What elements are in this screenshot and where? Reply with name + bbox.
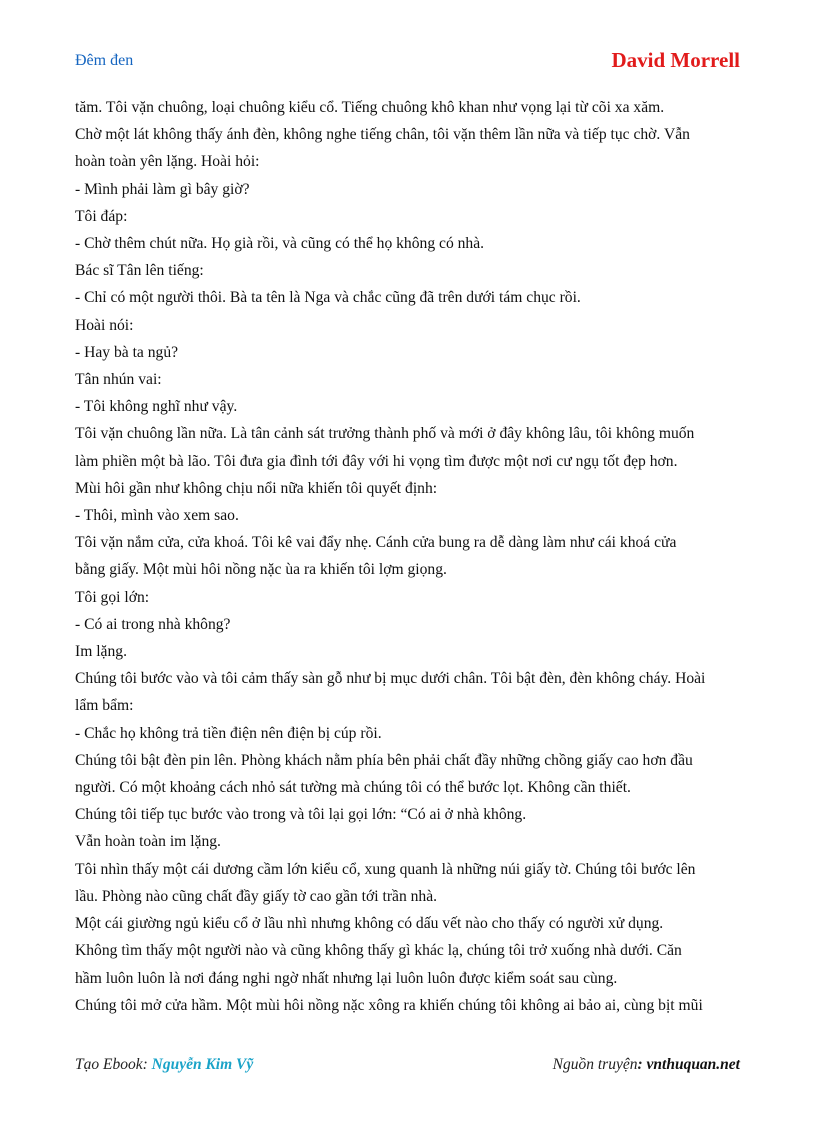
text-line: lẩm bẩm: xyxy=(75,697,134,715)
text-line: - Hay bà ta ngủ? xyxy=(75,343,179,361)
ebook-credit xyxy=(75,1056,253,1074)
text-line: Chúng tôi bật đèn pin lên. Phòng khách nằm phía bên phải chất đầy những chồng giấy cao hơn đầu xyxy=(75,751,693,769)
text-line: hầm luôn luôn là nơi đáng nghi ngờ nhất nhưng lại luôn luôn được kiểm soát sau cùng. xyxy=(75,969,618,987)
ebook-label: Tạo Ebook xyxy=(75,1056,143,1073)
text-line: - Thôi, mình vào xem sao. xyxy=(75,507,239,525)
source-site: vnthuquan.net xyxy=(646,1056,740,1073)
text-line: Im lặng. xyxy=(75,643,127,661)
text-line: lầu. Phòng nào cũng chất đầy giấy tờ cao gần tới trần nhà. xyxy=(75,887,438,905)
text-line: Mùi hôi gần như không chịu nổi nữa khiến tôi quyết định: xyxy=(75,479,438,497)
ebook-colon: : xyxy=(142,1056,148,1073)
story-body xyxy=(75,94,745,1019)
text-line: - Mình phải làm gì bây giờ? xyxy=(75,180,250,198)
text-line: Chúng tôi mở cửa hầm. Một mùi hôi nồng nặc xông ra khiến chúng tôi không ai bảo ai, cùng bịt mũi xyxy=(75,996,703,1014)
text-line: Hoài nói: xyxy=(75,316,134,334)
source-credit xyxy=(553,1056,740,1074)
text-line: Bác sĩ Tân lên tiếng: xyxy=(75,262,204,280)
text-line: Một cái giường ngủ kiểu cổ ở lầu nhì nhưng không có dấu vết nào cho thấy có người xử dụng. xyxy=(75,915,664,933)
text-line: người. Có một khoảng cách nhỏ sát tường mà chúng tôi có thể bước lọt. Không cần thiết. xyxy=(75,779,631,797)
text-line: tăm. Tôi vặn chuông, loại chuông kiểu cổ. Tiếng chuông khô khan như vọng lại từ cõi xa xăm. xyxy=(75,99,665,116)
source-colon: : xyxy=(637,1056,643,1073)
text-line: làm phiền một bà lão. Tôi đưa gia đình tới đây với hi vọng tìm được một nơi cư ngụ tốt đẹp hơn. xyxy=(75,452,678,470)
text-line: - Chắc họ không trả tiền điện nên điện bị cúp rồi. xyxy=(75,724,382,742)
text-line: Chúng tôi bước vào và tôi cảm thấy sàn gỗ như bị mục dưới chân. Tôi bật đèn, đèn không cháy. Hoài xyxy=(75,670,706,688)
book-title: Đêm đen xyxy=(75,52,134,69)
text-line: Tân nhún vai: xyxy=(75,371,162,389)
text-line: Tôi nhìn thấy một cái dương cầm lớn kiểu cổ, xung quanh là những núi giấy tờ. Chúng tôi bước lên xyxy=(75,860,696,878)
text-line: - Có ai trong nhà không? xyxy=(75,615,231,633)
text-line: hoàn toàn yên lặng. Hoài hỏi: xyxy=(75,153,260,171)
ebook-author: Nguyễn Kim Vỹ xyxy=(151,1056,254,1073)
author-name: David Morrell xyxy=(611,48,740,72)
text-line: - Chỉ có một người thôi. Bà ta tên là Nga và chắc cũng đã trên dưới tám chục rồi. xyxy=(75,289,581,307)
text-line: - Chờ thêm chút nữa. Họ già rồi, và cũng có thể họ không có nhà. xyxy=(75,235,485,253)
text-line: Tôi đáp: xyxy=(75,207,128,225)
text-line: bằng giấy. Một mùi hôi nồng nặc ùa ra khiến tôi lợm giọng. xyxy=(75,561,447,579)
text-line: Vẫn hoàn toàn im lặng. xyxy=(75,833,221,851)
text-line: Chúng tôi tiếp tục bước vào trong và tôi lại gọi lớn: “Có ai ở nhà không. xyxy=(75,806,527,824)
text-line: Tôi vặn nắm cửa, cửa khoá. Tôi kê vai đẩy nhẹ. Cánh cửa bung ra dễ dàng làm như cái khoá cửa xyxy=(75,534,677,552)
text-line: Tôi vặn chuông lần nữa. Là tân cảnh sát trưởng thành phố và mới ở đây không lâu, tôi không muốn xyxy=(75,425,695,443)
text-line: Chờ một lát không thấy ánh đèn, không nghe tiếng chân, tôi vặn thêm lần nữa và tiếp tục chờ. Vẫn xyxy=(75,126,690,144)
text-line: Tôi gọi lớn: xyxy=(75,588,150,606)
text-line: Không tìm thấy một người nào và cũng không thấy gì khác lạ, chúng tôi trở xuống nhà dưới. Căn xyxy=(75,942,682,960)
text-line: - Tôi không nghĩ như vậy. xyxy=(75,398,238,416)
source-label: Nguồn truyện xyxy=(552,1056,638,1073)
